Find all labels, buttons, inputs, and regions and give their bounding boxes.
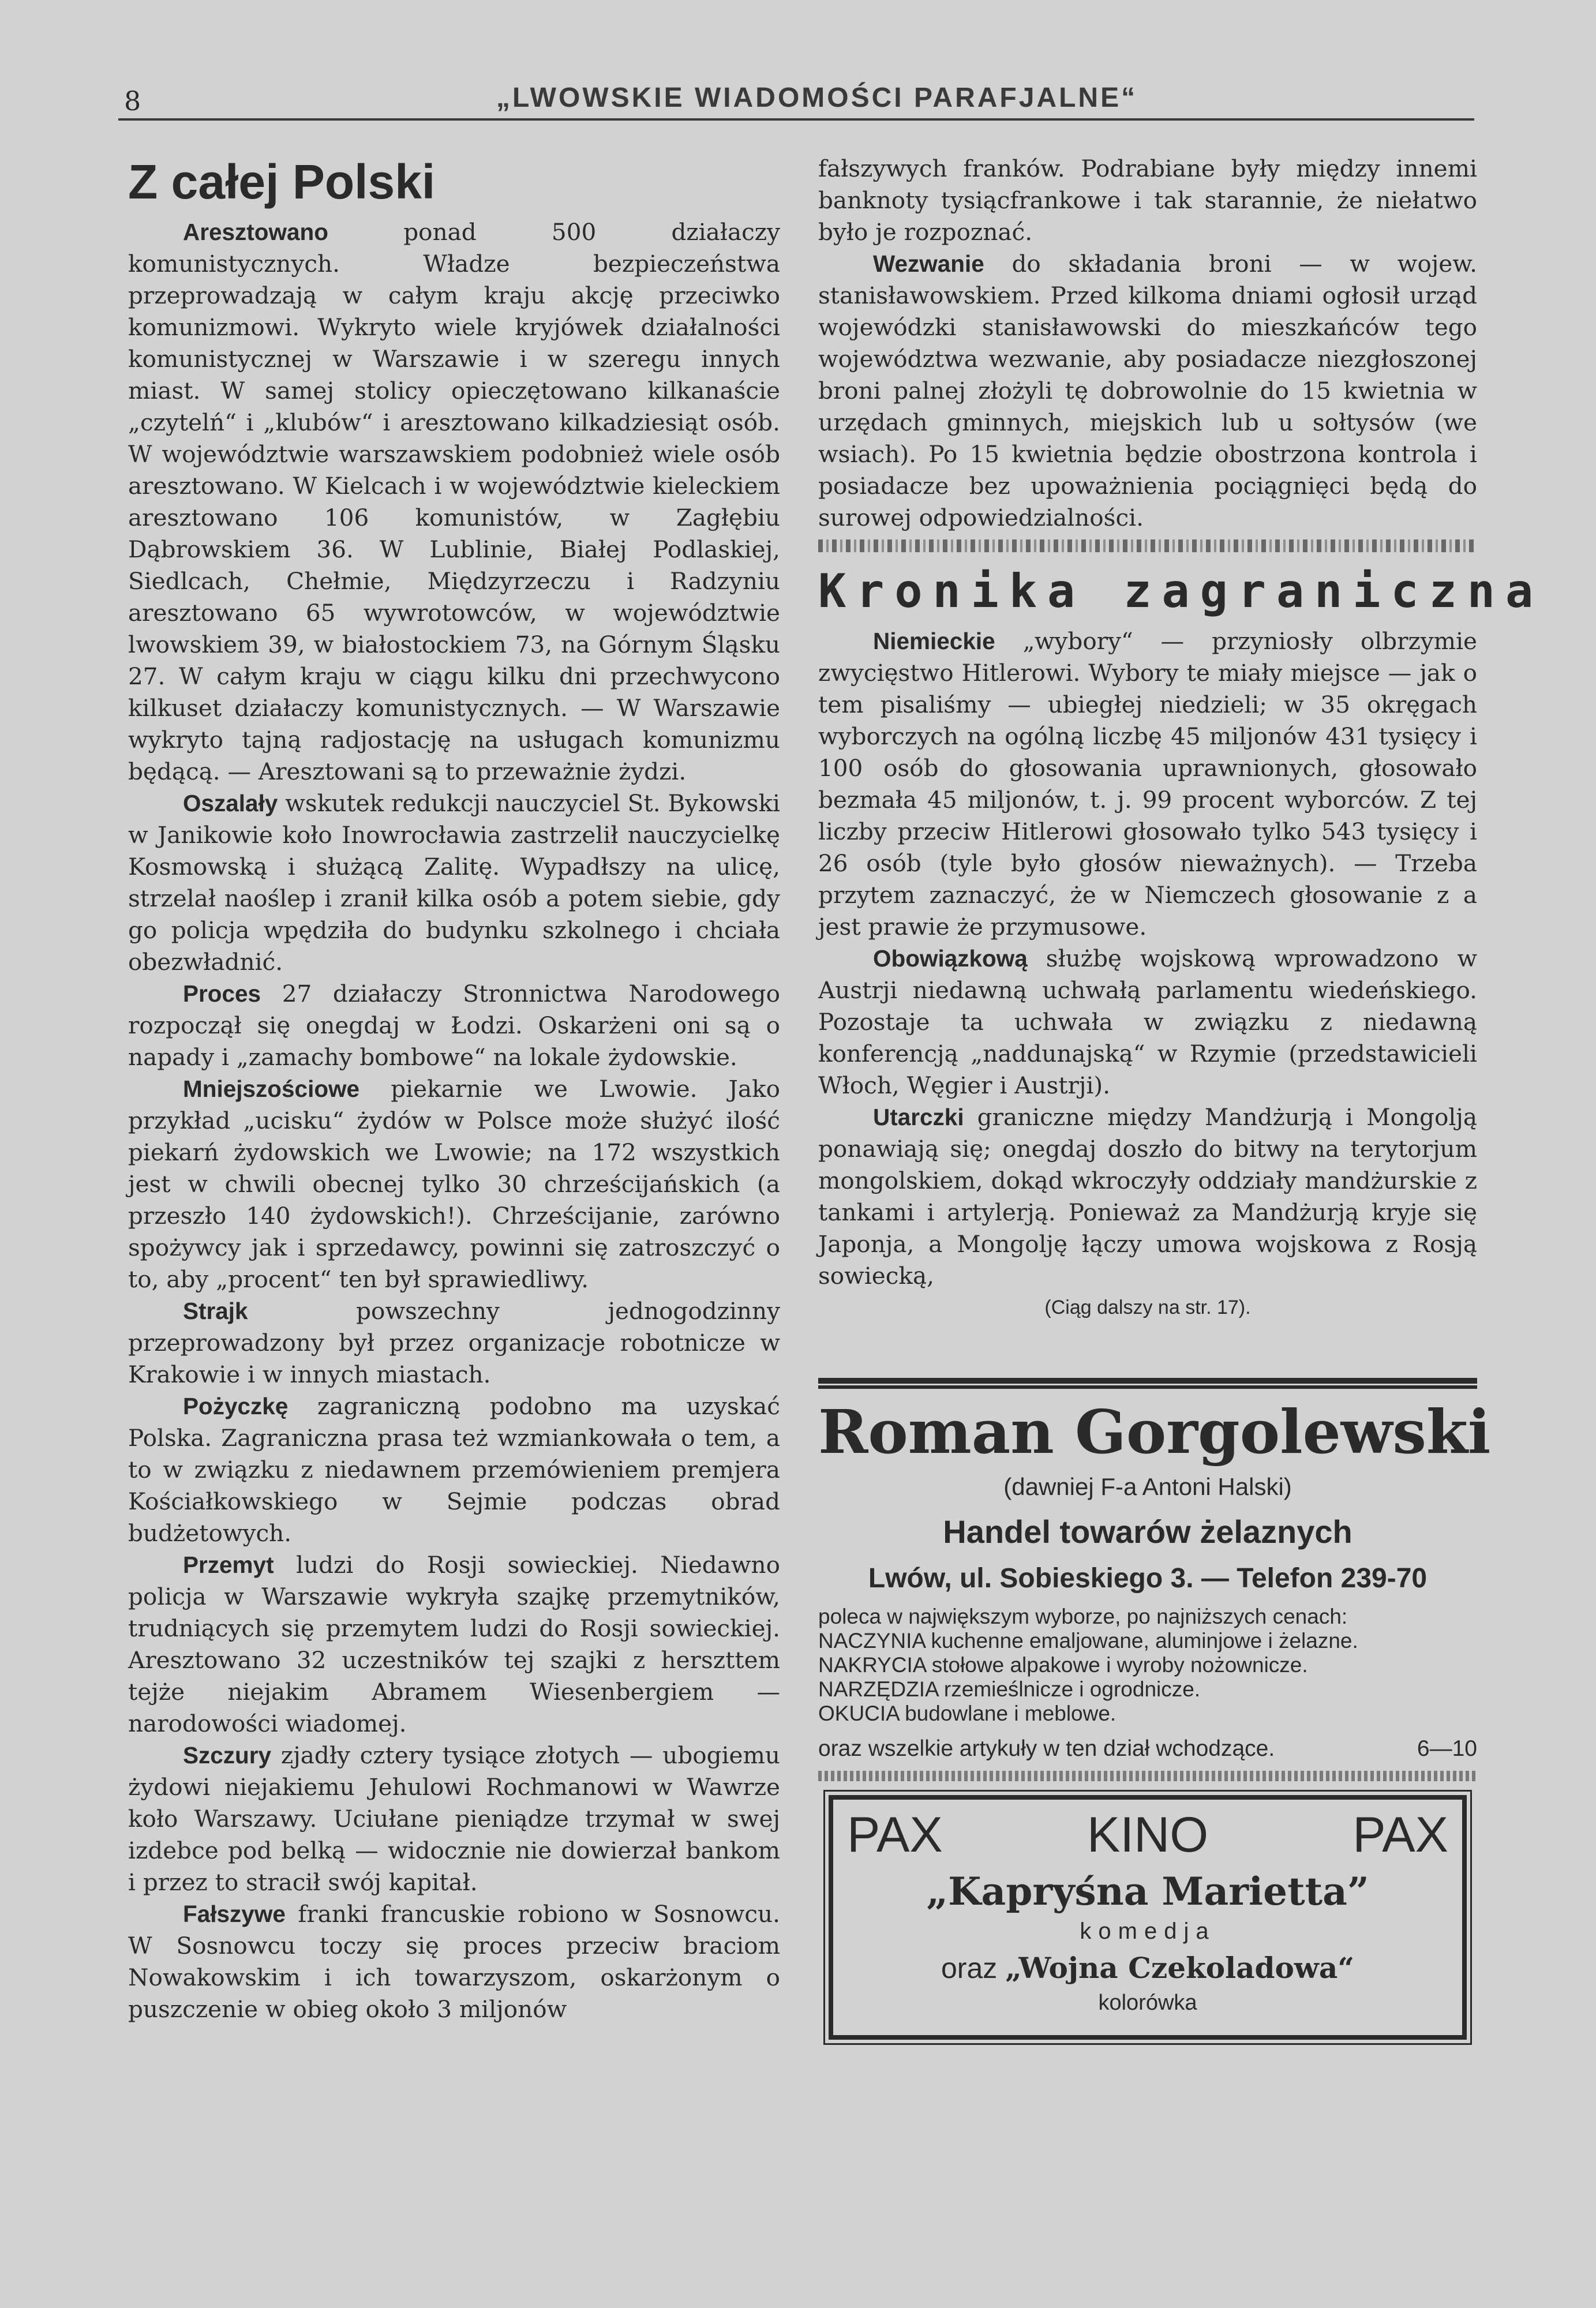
cinema-name-left: PAX	[847, 1807, 943, 1863]
article-rats	[128, 1740, 780, 1898]
article-arrests	[128, 216, 780, 788]
article-lead: Niemieckie	[873, 628, 995, 654]
article-border-clashes	[818, 1101, 1477, 1292]
article-text: piekarnie we Lwowie. Jako przykład „ucisku“ żydów w Polsce może służyć ilość piekarń żydowskich we Lwowie; na 172 wszystkich jest w chwili obecnej tylko 30 chrześcijańskich (a przeszło 140 żydowskich!). Chrześcijanie, zarówno spożywcy jak i sprzedawcy, powinni się zatroszczyć o to, aby „procent“ ten był sprawiedliwy.	[128, 1075, 780, 1293]
article-text: zjadły cztery tysiące złotych — ubogiemu żydowi niejakiemu Jehulowi Rochmanowi w Wawrze koło Warszawy. Uciułane pieniądze trzymał w swej izdebce pod belką — widocznie nie dowierzał bankom i przez to stracił swój kapitał.	[128, 1741, 780, 1896]
advert-line: poleca w największym wyborze, po najniższych cenach:	[818, 1605, 1348, 1628]
article-text: wskutek redukcji nauczyciel St. Bykowski w Janikowie koło Inowrocławia zastrzelił nauczycielkę Kosmowską i służącą Zalitę. Wypadłszy na ulicę, strzelał naoślep i zranił kilka osób a potem siebie, gdy go policja wpędziła do budynku szkolnego i chciała obezwładnić.	[128, 789, 780, 976]
article-text: 27 działaczy Stronnictwa Narodowego rozpoczął się onegdaj w Łodzi. Oskarżeni oni są o napady i „zamachy bombowe“ na lokale żydowskie.	[128, 980, 780, 1071]
article-lead: Utarczki	[873, 1104, 964, 1130]
article-lead: Aresztowano	[183, 219, 329, 245]
advert-address: Lwów, ul. Sobieskiego 3. — Telefon 239-70	[868, 1563, 1428, 1594]
cinema-label: KINO	[1087, 1807, 1209, 1863]
film-title: „Kapryśna Marietta”	[926, 1869, 1369, 1914]
advert-trade: Handel towarów żelaznych	[943, 1513, 1353, 1550]
advert-code: 6—10	[1417, 1736, 1477, 1761]
section-title-foreign: Kronika zagraniczna	[818, 564, 1544, 618]
cinema-advert	[829, 1795, 1467, 2040]
article-text: ponad 500 działaczy komunistycznych. Władze bezpieczeństwa przeprowadzają w całym kraju akcję przeciwko komunizmowi. Wykryto wiele kryjówek działalności komunistycznej w Warszawie i w szeregu innych miast. W samej stolicy opieczętowano kilkanaście „czytelń“ i „klubów“ i aresztowano kilkadziesiąt osób. W województwie warszawskiem podobnież wiele osób aresztowano. W Kielcach i w województwie kieleckiem aresztowano 106 komunistów, w Zagłębiu Dąbrowskiem 36. W Lublinie, Białej Podlaskiej, Siedlcach, Chełmie, Międzyrzeczu i Radzyniu aresztowano 65 wywrotowców, w województwie lwowskiem 39, w białostockiem 73, na Górnym Śląsku 27. W całym kraju w ciągu kilku dni przechwycono kilkuset działaczy komunistycznych. — W Warszawie wykryto tajną radjostację na usługach komunizmu będącą. — Aresztowani są to przeważnie żydzi.	[128, 218, 780, 785]
article-francs-continued: fałszywych franków. Podrabiane były między innemi banknoty tysiącfrankowe i tak starannie, że niełatwo było je rozpoznać.	[818, 155, 1477, 246]
article-lead: Proces	[183, 980, 261, 1007]
article-text: służbę wojskową wprowadzono w Austrji niedawną uchwałą parlamentu wiedeńskiego. Pozostaje ta uchwała w związku z niedawną konferencją „naddunajską“ w Rzymie (przedstawicieli Włoch, Węgier i Austrji).	[818, 945, 1477, 1099]
advert-former-firm: (dawniej F-a Antoni Halski)	[1003, 1473, 1292, 1500]
film-genre: komedja	[1080, 1919, 1216, 1944]
left-column	[128, 153, 780, 2025]
article-loan	[128, 1391, 780, 1549]
article-text: graniczne między Mandżurją i Mongolją ponawiają się; onegdaj doszło do bitwy na terytorjum mongolskiem, dokąd wkroczyły oddziały mandżurskie z tankami i artylerją. Ponieważ za Mandżurją kryje się Japonja, a Mongolję łączy umowa wojskowa z Rosją sowiecką,	[818, 1103, 1477, 1290]
advert-line: NAKRYCIA stołowe alpakowe i wyroby nożownicze.	[818, 1653, 1308, 1677]
advert-footer-text: oraz wszelkie artykuły w ten dział wchodzące.	[818, 1736, 1275, 1761]
article-text: zagraniczną podobno ma uzyskać Polska. Zagraniczna prasa też wzmiankowała o tem, a to w związku z niedawnem przemówieniem premjera Kościałkowskiego w Sejmie podczas obrad budżetowych.	[128, 1392, 780, 1547]
article-smuggling	[128, 1549, 780, 1740]
advert-line: NARZĘDZIA rzemieślnicze i ogrodnicze.	[818, 1677, 1201, 1701]
page-number: 8	[124, 85, 141, 117]
cinema-header	[847, 1803, 1448, 1867]
second-film-title: „Wojna Czekoladowa“	[1005, 1951, 1354, 1985]
second-film-genre: kolorówka	[1098, 1991, 1197, 2015]
article-weapons	[818, 248, 1477, 534]
advert-line: OKUCIA budowlane i meblowe.	[818, 1702, 1117, 1725]
advert-goods-list	[818, 1605, 1477, 1726]
article-lead: Strajk	[183, 1298, 248, 1324]
article-lead: Oszalały	[183, 790, 278, 816]
second-film	[847, 1946, 1448, 1990]
article-lead: Pożyczkę	[183, 1393, 289, 1419]
article-text: ludzi do Rosji sowieckiej. Niedawno policja w Warszawie wykryła szajkę przemytników, trudniących się przemytem ludzi do Rosji sowieckiej. Aresztowano 32 uczestników tej szajki z herszttem tejże niejakim Abramem Wiesenbergiem — narodowości wiadomej.	[128, 1551, 780, 1737]
running-title: „LWOWSKIE WIADOMOŚCI PARAFJALNE“	[496, 83, 1138, 113]
header-rule	[118, 118, 1474, 121]
article-trial	[128, 978, 780, 1073]
article-lead: Obowiązkową	[873, 945, 1028, 972]
article-lead: Wezwanie	[873, 250, 984, 277]
article-text: franki francuskie robiono w Sosnowcu. W Sosnowcu toczy się proces przeciw braciom Nowakowskim i ich towarzyszom, oskarżonym o puszczenie w obieg około 3 miljonów	[128, 1900, 780, 2023]
article-austria-service	[818, 943, 1477, 1101]
second-film-prefix: oraz	[941, 1952, 998, 1984]
article-bakeries	[128, 1073, 780, 1295]
advert-rule	[818, 1378, 1477, 1385]
article-text: „wybory“ — przyniosły olbrzymie zwycięstwo Hitlerowi. Wybory te miały miejsce — jak o tem pisaliśmy — ubiegłej niedzieli; w 35 okręgach wyborczych na ogólną liczbę 45 miljonów 431 tysięcy i 100 osób do głosowania uprawnionych, głosowało bezmała 45 miljonów, t. j. 99 procent wyborców. Z tej liczby przeciw Hitlerowi głosowało tylko 543 tysięcy i 26 osób (tyle było głosów nieważnych). — Trzeba przytem zaznaczyć, że w Niemczech głosowanie z a jest prawie że przymusowe.	[818, 627, 1477, 941]
hardware-advert	[818, 1378, 1491, 2040]
continued-note: (Ciąg dalszy na str. 17).	[1044, 1297, 1251, 1318]
ornament-divider	[818, 539, 1477, 552]
advert-line: NACZYNIA kuchenne emaljowane, aluminjowe i żelazne.	[818, 1629, 1358, 1653]
ornament-divider	[818, 1771, 1477, 1781]
article-strike	[128, 1295, 780, 1391]
section-title-poland: Z całej Polski	[128, 155, 436, 209]
article-lead: Przemyt	[183, 1552, 274, 1578]
article-lead: Mniejszościowe	[183, 1076, 360, 1102]
article-lead: Fałszywe	[183, 1901, 286, 1927]
advert-footer	[818, 1732, 1477, 1766]
right-column	[818, 153, 1544, 1322]
article-teacher	[128, 788, 780, 978]
article-text: do składania broni — w wojew. stanisławowskiem. Przed kilkoma dniami ogłosił urząd wojewódzki stanisławowski do mieszkańców tego województwa wezwanie, aby posiadacze niezgłoszonej broni palnej złożyli tę dobrowolnie do 15 kwietnia w urzędach gminnych, miejskich lub u sołtysów (we wsiach). Po 15 kwietnia będzie obostrzona kontrola i posiadacze bez upoważnienia pociągnięci będą do surowej odpowiedzialności.	[818, 250, 1477, 531]
article-lead: Szczury	[183, 1742, 272, 1769]
article-text: powszechny jednogodzinny przeprowadzony był przez organizacje robotnicze w Krakowie i w innych miastach.	[128, 1297, 780, 1388]
article-german-elections	[818, 625, 1477, 943]
advert-merchant-name: Roman Gorgolewski	[818, 1396, 1491, 1467]
article-francs	[128, 1898, 780, 2025]
cinema-name-right: PAX	[1353, 1807, 1448, 1863]
